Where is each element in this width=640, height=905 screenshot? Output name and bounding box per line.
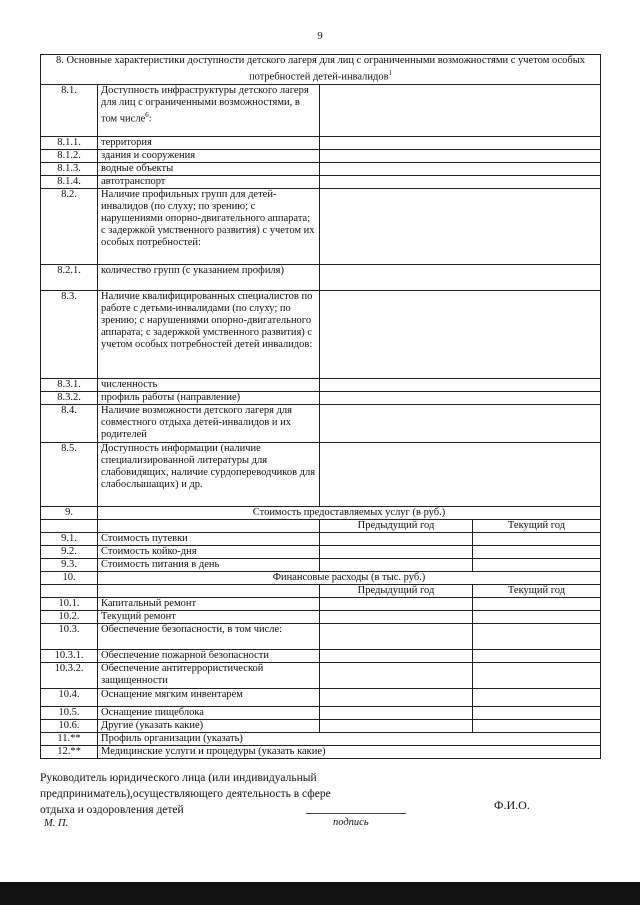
previous-year-cell[interactable] [320, 623, 473, 649]
section10-title: Финансовые расходы (в тыс. руб.) [98, 571, 601, 584]
footer-line-2: предприниматель),осуществляющего деятельность в сфере [40, 788, 331, 800]
value-cell[interactable] [320, 162, 601, 175]
table-row [41, 532, 601, 545]
table-row [41, 597, 601, 610]
row-label: Наличие квалифицированных специалистов по работе с детьми-инвалидами (по слуху; по зрению; с нарушениями опорно-двигательного аппарата; с задержкой умственного развития) с учетом особых потребностей детей инвалидов: [98, 290, 320, 378]
row-label: автотранспорт [98, 175, 320, 188]
row-number: 11.** [41, 732, 98, 745]
table-row [41, 719, 601, 732]
value-cell[interactable] [320, 442, 601, 506]
row-number: 8.5. [41, 442, 98, 506]
value-cell[interactable] [320, 391, 601, 404]
value-cell[interactable] [320, 84, 601, 136]
table-row [41, 188, 601, 264]
row-number: 9.1. [41, 532, 98, 545]
row-label: численность [98, 378, 320, 391]
page-number: 9 [317, 30, 323, 42]
section10-column-header-row [41, 584, 601, 597]
row-number: 8.2.1. [41, 264, 98, 290]
table-row [41, 162, 601, 175]
value-cell[interactable] [320, 290, 601, 378]
section9-title: Стоимость предоставляемых услуг (в руб.) [98, 506, 601, 519]
value-cell[interactable] [320, 136, 601, 149]
row-number: 12.** [41, 745, 98, 758]
section10-number: 10. [41, 571, 98, 584]
column-header-previous-year: Предыдущий год [320, 584, 473, 597]
section8-header-row [41, 55, 601, 85]
previous-year-cell[interactable] [320, 558, 473, 571]
row-label: Наличие профильных групп для детей-инвалидов (по слуху; по зрению; с нарушениями опорно-двигательного аппарата; с задержкой умственного развития) с учетом их особых потребностей: [98, 188, 320, 264]
row-number: 10.3.2. [41, 662, 98, 688]
row-label: количество групп (с указанием профиля) [98, 264, 320, 290]
row-number: 10.3. [41, 623, 98, 649]
table-row [41, 623, 601, 649]
row-11 [41, 732, 601, 745]
section9-header-row [41, 506, 601, 519]
previous-year-cell[interactable] [320, 532, 473, 545]
current-year-cell[interactable] [473, 662, 601, 688]
row-label: Капитальный ремонт [98, 597, 320, 610]
row-number: 8.1.3. [41, 162, 98, 175]
fio-label: Ф.И.О. [494, 798, 530, 812]
scan-edge-bar [0, 882, 640, 905]
row-label: Текущий ремонт [98, 610, 320, 623]
row-number: 9.3. [41, 558, 98, 571]
row-label: Другие (указать какие) [98, 719, 320, 732]
previous-year-cell[interactable] [320, 706, 473, 719]
section9-number: 9. [41, 506, 98, 519]
row-label: Наличие возможности детского лагеря для совместного отдыха детей-инвалидов и их родителей [98, 404, 320, 442]
camp-passport-table [40, 54, 601, 759]
footer-line-3: отдыха и оздоровления детей [40, 804, 184, 816]
row-label: Стоимость путевки [98, 532, 320, 545]
table-row [41, 442, 601, 506]
value-cell[interactable] [320, 149, 601, 162]
row-label: Доступность информации (наличие специализированной литературы для слабовидящих, наличие сурдопереводчиков для слабослышащих) и др. [98, 442, 320, 506]
previous-year-cell[interactable] [320, 688, 473, 706]
table-row [41, 391, 601, 404]
value-cell[interactable] [320, 188, 601, 264]
table-row [41, 136, 601, 149]
previous-year-cell[interactable] [320, 597, 473, 610]
value-cell[interactable] [320, 404, 601, 442]
row-number: 10.6. [41, 719, 98, 732]
row-number: 8.1.1. [41, 136, 98, 149]
table-row [41, 404, 601, 442]
previous-year-cell[interactable] [320, 719, 473, 732]
table-row [41, 149, 601, 162]
row-label: Обеспечение безопасности, в том числе: [98, 623, 320, 649]
current-year-cell[interactable] [473, 545, 601, 558]
current-year-cell[interactable] [473, 610, 601, 623]
table-row [41, 84, 601, 136]
row-label: водные объекты [98, 162, 320, 175]
row-number: 8.3. [41, 290, 98, 378]
column-header-current-year: Текущий год [473, 519, 601, 532]
table-row [41, 545, 601, 558]
row-number: 10.3.1. [41, 649, 98, 662]
row-12-label[interactable]: Медицинские услуги и процедуры (указать какие) [98, 745, 601, 758]
table-row [41, 662, 601, 688]
current-year-cell[interactable] [473, 558, 601, 571]
table-row [41, 378, 601, 391]
row-label: Оснащение пищеблока [98, 706, 320, 719]
signature-line[interactable] [306, 813, 406, 814]
row-number: 8.1.4. [41, 175, 98, 188]
row-12 [41, 745, 601, 758]
row-number: 8.3.1. [41, 378, 98, 391]
row-number: 8.4. [41, 404, 98, 442]
signature-label: подпись [333, 817, 369, 828]
row-label: Доступность инфраструктуры детского лагеря для лиц с ограниченными возможностями, в том числе$^6$: [98, 84, 320, 136]
row-number: 10.2. [41, 610, 98, 623]
section9-column-header-row [41, 519, 601, 532]
row-number: 10.5. [41, 706, 98, 719]
table-row [41, 264, 601, 290]
row-number: 10.1. [41, 597, 98, 610]
row-number: 8.1.2. [41, 149, 98, 162]
current-year-cell[interactable] [473, 532, 601, 545]
previous-year-cell[interactable] [320, 545, 473, 558]
value-cell[interactable] [320, 175, 601, 188]
stamp-place-label: М. П. [44, 818, 69, 829]
row-number: 10.4. [41, 688, 98, 706]
row-label: территория [98, 136, 320, 149]
row-label: Оснащение мягким инвентарем [98, 688, 320, 706]
column-header-current-year: Текущий год [473, 584, 601, 597]
table-row [41, 558, 601, 571]
previous-year-cell[interactable] [320, 649, 473, 662]
row-number: 8.2. [41, 188, 98, 264]
row-label: Стоимость койко-дня [98, 545, 320, 558]
row-label: здания и сооружения [98, 149, 320, 162]
column-header-previous-year: Предыдущий год [320, 519, 473, 532]
section8-title: 8. Основные характеристики доступности детского лагеря для лиц с ограниченными возможностями с учетом особых потребностей детей-инвалидов$^1$ [41, 55, 601, 85]
row-number: 8.3.2. [41, 391, 98, 404]
table-row [41, 706, 601, 719]
section10-header-row [41, 571, 601, 584]
row-label: Стоимость питания в день [98, 558, 320, 571]
table-row [41, 610, 601, 623]
row-11-label[interactable]: Профиль организации (указать) [98, 732, 601, 745]
current-year-cell[interactable] [473, 719, 601, 732]
row-number: 9.2. [41, 545, 98, 558]
current-year-cell[interactable] [473, 623, 601, 649]
row-label: Обеспечение антитеррористической защищенности [98, 662, 320, 688]
current-year-cell[interactable] [473, 688, 601, 706]
current-year-cell[interactable] [473, 649, 601, 662]
value-cell[interactable] [320, 378, 601, 391]
row-label: профиль работы (направление) [98, 391, 320, 404]
value-cell[interactable] [320, 264, 601, 290]
table-row [41, 649, 601, 662]
row-number: 8.1. [41, 84, 98, 136]
footer-line-1: Руководитель юридического лица (или индивидуальный [40, 772, 317, 784]
table-row [41, 175, 601, 188]
current-year-cell[interactable] [473, 597, 601, 610]
current-year-cell[interactable] [473, 706, 601, 719]
previous-year-cell[interactable] [320, 610, 473, 623]
table-row [41, 688, 601, 706]
previous-year-cell[interactable] [320, 662, 473, 688]
row-label: Обеспечение пожарной безопасности [98, 649, 320, 662]
table-row [41, 290, 601, 378]
